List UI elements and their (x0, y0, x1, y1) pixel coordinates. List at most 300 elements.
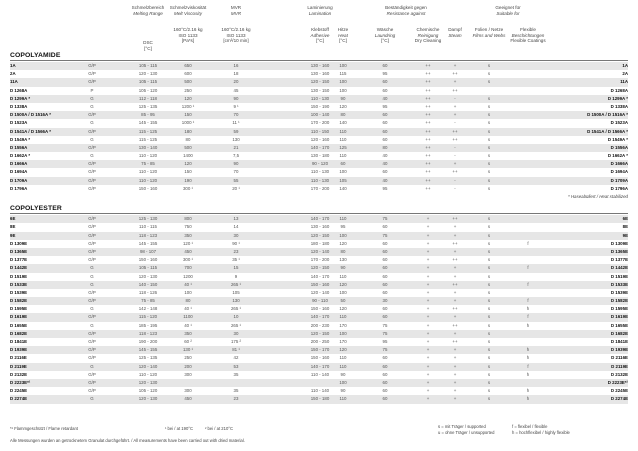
table-cell: 120 (339, 347, 347, 353)
table-cell: 120 - 160 (310, 136, 330, 142)
table-cell: 11 ¹ (232, 120, 240, 126)
table-cell: + (453, 103, 457, 109)
table-cell: G/P (88, 185, 96, 191)
product-name-right: D 1539E (610, 289, 628, 295)
table-cell: 150 - 190 (310, 103, 330, 109)
table-cell: 105 - 115 (138, 79, 158, 85)
product-name: D 1549A * (10, 136, 31, 142)
table-cell: s (487, 103, 491, 109)
table-cell: 180 (184, 128, 192, 134)
product-name: D 1655E (10, 322, 28, 328)
table-cell: s (487, 161, 491, 167)
table-row (10, 160, 628, 168)
table-cell: - (454, 95, 456, 101)
table-cell: 60 (382, 120, 388, 126)
product-name-right: D 1682E (610, 330, 628, 336)
table-cell: 110 (339, 314, 347, 320)
header-title-11: Geeignet für Suitable for (495, 5, 521, 16)
table-cell: 115 - 120 (138, 314, 158, 320)
table-row (10, 281, 628, 289)
product-name: D 2274E (10, 396, 28, 402)
table-cell: + (426, 339, 430, 344)
table-cell: + (426, 240, 430, 246)
product-name-right: D 1533E (610, 281, 628, 287)
table-cell: 60 (382, 248, 388, 254)
table-cell: s (487, 79, 491, 85)
table-cell: ++ (452, 306, 458, 312)
table-cell: ++ (425, 161, 431, 167)
table-cell: 450 (184, 248, 192, 254)
header-unit-9: Folien / Netze Films and Webs (472, 27, 506, 38)
table-row (10, 297, 628, 305)
table-cell: 200 - 230 (310, 322, 330, 328)
header-unit-6: Wäsche Laundring [°C] (374, 27, 396, 44)
product-name: 6E (10, 216, 16, 222)
table-cell: s (487, 273, 491, 279)
table-cell: 105 (339, 177, 347, 183)
table-cell: - (454, 144, 456, 150)
table-cell: 60 (382, 281, 388, 287)
table-cell: 110 - 120 (138, 371, 158, 377)
table-cell: 200 (184, 363, 192, 369)
table-cell: 170 - 200 (310, 120, 330, 126)
table-row (10, 395, 628, 403)
table-cell: s (487, 232, 491, 238)
table-cell: f (527, 298, 529, 304)
product-name: 1A (10, 63, 16, 68)
table-cell: 14 (233, 224, 239, 230)
header-unit-2: 160°C/2.16 kg ISO 1133 [cm³/10 min] (221, 27, 251, 44)
table-cell: 145 - 155 (138, 120, 158, 126)
table-cell: f (527, 281, 529, 287)
table-row (10, 136, 628, 144)
product-name-right: D 1655E (610, 322, 628, 328)
table-cell: 265 ¹ (230, 322, 242, 328)
table-cell: 150 - 160 (138, 185, 158, 191)
table-cell: s (487, 185, 491, 191)
product-name-right: D 1556A (610, 144, 628, 150)
flame-retardant-note: *¹ Flammgeschützt / Flame retardant (10, 426, 78, 431)
table-cell: 95 (382, 71, 388, 77)
table-row (10, 103, 628, 111)
table-cell: + (426, 273, 430, 279)
table-cell: 95 (382, 185, 388, 191)
table-cell: 125 (339, 144, 347, 150)
product-name-right: D 1595E (610, 306, 628, 312)
table-cell: 110 - 115 (139, 224, 157, 230)
table-cell: 105 (232, 289, 240, 295)
table-cell: 110 - 140 (310, 388, 330, 394)
table-cell: 60 (382, 87, 388, 93)
product-name: 2A (10, 71, 16, 77)
table-cell: + (453, 396, 457, 402)
table-cell: 130 (339, 257, 347, 263)
table-cell: G/P (88, 314, 96, 320)
table-cell: + (453, 224, 457, 230)
table-cell: 60 (382, 289, 388, 295)
product-name: D 1268A (10, 87, 28, 93)
table-cell: 265 ¹ (230, 306, 242, 312)
table-cell: 450 (184, 396, 192, 402)
table-cell: 130 - 180 (310, 153, 330, 159)
table-cell: 115 - 125 (138, 136, 158, 142)
table-cell: 55 (233, 177, 239, 183)
table-cell: 140 - 170 (310, 314, 330, 320)
table-cell: 60 (382, 112, 388, 118)
header-title-2: MVR MVR (230, 5, 242, 16)
table-cell: 110 - 120 (138, 153, 158, 159)
table-cell: 120 - 130 (138, 396, 158, 402)
table-cell: s (487, 128, 491, 134)
table-cell: 100 (339, 330, 347, 336)
product-name: D 1709A (10, 177, 28, 183)
product-name-right: D 1268A (610, 87, 628, 93)
table-cell: s (487, 224, 491, 230)
table-cell: 142 - 148 (138, 306, 158, 312)
table-cell: G/P (88, 257, 96, 263)
table-cell: + (426, 306, 430, 312)
table-cell: + (453, 161, 457, 167)
table-cell: 40 (382, 177, 388, 183)
table-cell: 140 - 170 (310, 273, 330, 279)
table-cell: 100 - 140 (310, 112, 330, 118)
table-cell: 35 (233, 388, 239, 394)
table-cell: 150 - 170 (310, 347, 330, 353)
table-cell: + (426, 355, 430, 361)
table-cell: G (90, 306, 94, 312)
table-cell: 100 (339, 289, 347, 295)
table-row (10, 248, 628, 256)
table-cell: 53 (233, 363, 239, 369)
table-cell: ++ (425, 144, 431, 150)
table-cell: 70 (233, 112, 239, 118)
table-row (10, 354, 628, 362)
product-name-right: D 1500A / D 1516A * (587, 112, 628, 118)
table-cell: f (527, 240, 529, 246)
product-name: D 1533E (10, 281, 28, 287)
table-row (10, 152, 628, 160)
table-cell: G/P (88, 71, 96, 77)
table-cell: 120 - 140 (310, 289, 330, 295)
table-cell: + (453, 112, 457, 118)
table-cell: s (487, 169, 491, 175)
table-cell: f (527, 265, 529, 271)
table-cell: 80 (382, 144, 388, 150)
table-cell: 105 - 120 (138, 388, 158, 394)
product-name-right: D 1796A (610, 185, 628, 191)
table-cell: 60 (382, 240, 388, 246)
table-row (10, 338, 628, 346)
table-cell: 85 - 95 (141, 112, 155, 118)
header-unit-8: Dampf Steam (448, 27, 462, 38)
table-cell: 185 - 195 (138, 322, 158, 328)
temp-note-190: ¹ bei / at 190°C (165, 426, 193, 431)
table-cell: + (426, 298, 430, 304)
table-cell: G/P (88, 355, 96, 361)
table-cell: ++ (452, 281, 458, 287)
table-cell: 265 ¹ (230, 281, 242, 287)
table-cell: ++ (425, 63, 431, 68)
table-cell: s (487, 120, 491, 126)
section-divider (10, 60, 628, 61)
product-name-right: 8E (622, 224, 628, 230)
product-name: D 2116E (10, 355, 27, 361)
table-cell: 59 (233, 128, 239, 134)
table-cell: G/P (88, 216, 96, 222)
table-cell: 110 - 120 (138, 177, 158, 183)
product-name: 9E (10, 232, 16, 238)
table-cell: s (487, 371, 491, 377)
table-cell: 700 (184, 265, 192, 271)
table-cell: s (487, 144, 491, 150)
table-cell: s (487, 265, 491, 271)
product-name-right: D 1709A (610, 177, 628, 183)
table-cell: 30 (382, 298, 388, 304)
table-cell: 180 - 180 (310, 240, 330, 246)
table-cell: + (453, 371, 457, 377)
table-cell: + (426, 224, 430, 230)
table-cell: G/P (88, 330, 96, 336)
table-row (10, 387, 628, 395)
table-cell: - (454, 185, 456, 191)
table-cell: 40 ¹ (184, 281, 192, 287)
product-name: D 2223E*¹ (10, 379, 31, 385)
table-row (10, 256, 628, 264)
table-cell: 60 (382, 128, 388, 134)
product-name-right: D 2116E (611, 355, 628, 361)
table-cell: 100 (339, 87, 347, 93)
table-cell: 110 (339, 216, 347, 222)
product-name-right: 2A (622, 71, 628, 77)
table-cell: 50 (340, 298, 346, 304)
table-cell: 120 - 150 (310, 79, 330, 85)
table-cell: 120 - 130 (138, 273, 158, 279)
table-cell: 18 (233, 71, 239, 77)
table-cell: + (426, 232, 430, 238)
product-name: D 2119E (10, 363, 27, 369)
table-cell: 35 ¹ (232, 257, 240, 263)
product-name: D 1539E (10, 289, 28, 295)
table-cell: 110 - 140 (310, 371, 330, 377)
table-cell: h (526, 388, 530, 394)
table-cell: 1200 (183, 273, 193, 279)
table-cell: ++ (425, 95, 431, 101)
table-cell: 75 (382, 330, 388, 336)
table-cell: 80 (185, 298, 191, 304)
table-cell: 110 (339, 128, 347, 134)
table-cell: ++ (452, 322, 458, 328)
table-cell: s (487, 240, 491, 246)
table-cell: 190 (184, 177, 192, 183)
product-name: D 1541A / D 1566A * (10, 128, 51, 134)
table-cell: 120 (184, 95, 192, 101)
product-name-right: D 2245E (610, 388, 628, 394)
table-cell: 300 (184, 371, 192, 377)
table-cell: s (487, 396, 491, 402)
table-cell: 60 (382, 371, 388, 377)
product-name-right: D 1662A * (607, 153, 628, 159)
table-cell: + (453, 363, 457, 369)
table-cell: 75 (382, 322, 388, 328)
product-name: D 1796A (10, 185, 28, 191)
table-cell: G/P (88, 161, 96, 167)
table-cell: + (453, 347, 457, 353)
table-cell: + (426, 314, 430, 320)
table-cell: + (426, 322, 430, 328)
table-row (10, 144, 628, 152)
table-cell: 145 - 155 (138, 240, 158, 246)
product-name: D 1619E (10, 314, 28, 320)
table-cell: 300 (184, 388, 192, 394)
table-cell: 120 - 150 (310, 265, 330, 271)
section-rows (10, 215, 628, 403)
table-cell: G (90, 120, 94, 126)
table-cell: ++ (425, 79, 431, 85)
product-name-right: D 2274E (610, 396, 628, 402)
table-cell: 130 - 160 (310, 71, 330, 77)
header-title-5: Beständigkeit gegen Resistance against (385, 5, 427, 16)
table-cell: 40 (382, 161, 388, 167)
table-cell: 130 - 150 (310, 87, 330, 93)
table-cell: 800 (184, 216, 192, 222)
product-name-right: D 1666A (610, 161, 628, 167)
table-cell: 60 (382, 224, 388, 230)
table-cell: s (487, 314, 491, 320)
table-cell: - (454, 120, 456, 126)
product-name: D 1682E (10, 330, 28, 336)
table-cell: s (487, 379, 491, 385)
product-name: D 1377E (10, 257, 28, 263)
product-name: D 1309E (10, 240, 28, 246)
table-cell: 250 (184, 87, 192, 93)
table-cell: 60 (382, 306, 388, 312)
table-cell: s (487, 355, 491, 361)
table-cell: 140 (339, 185, 347, 191)
table-cell: G/P (88, 248, 96, 254)
table-cell: 95 (340, 224, 346, 230)
table-cell: 125 - 135 (138, 103, 158, 109)
table-cell: 250 (184, 355, 192, 361)
table-cell: G/P (88, 144, 96, 150)
table-cell: 9 (234, 273, 238, 279)
table-cell: 110 (339, 396, 347, 402)
table-cell: s (487, 177, 491, 183)
table-cell: 140 - 170 (310, 363, 330, 369)
table-cell: 200 - 250 (310, 339, 330, 344)
table-cell: 90 ¹ (232, 240, 240, 246)
table-cell: 120 (184, 161, 192, 167)
table-cell: 100 (339, 379, 347, 385)
table-cell: 125 - 130 (138, 216, 158, 222)
section-rows (10, 62, 628, 193)
table-cell: 60 (382, 169, 388, 175)
table-cell: 75 (382, 216, 388, 222)
table-cell: + (453, 330, 457, 336)
product-name-right: D 1338A (610, 103, 628, 109)
table-cell: 75 (382, 232, 388, 238)
table-row (10, 62, 628, 70)
table-cell: s (487, 71, 491, 77)
table-cell: 81 ¹ (232, 347, 240, 353)
table-cell: 60 (382, 314, 388, 320)
table-cell: 90 (340, 388, 346, 394)
product-name-right: D 1377E (610, 257, 628, 263)
table-cell: + (426, 379, 430, 385)
table-cell: 1400 (183, 153, 193, 159)
table-cell: G/P (88, 379, 96, 385)
table-cell: s (487, 347, 491, 353)
table-cell: G (90, 396, 94, 402)
table-cell: s (487, 388, 491, 394)
table-cell: 140 - 170 (310, 144, 330, 150)
table-cell: - (454, 153, 456, 159)
table-cell: 150 (184, 112, 192, 118)
legend-supported: s = mit Träger / supported (438, 424, 486, 429)
table-cell: 60 (382, 79, 388, 85)
table-cell: 80 (340, 248, 346, 254)
table-cell: 118 - 123 (138, 330, 158, 336)
table-cell: + (453, 232, 457, 238)
disclaimer: Alle Messungen wurden an getrocknetem Granulat durchgeführt. / All measurements have been carried out with dried material. (10, 438, 245, 443)
table-cell: ++ (452, 128, 458, 134)
table-cell: 190 - 200 (138, 339, 158, 344)
table-cell: 115 (339, 71, 347, 77)
table-cell: 7,5 (232, 153, 240, 159)
table-cell: 75 - 85 (141, 298, 155, 304)
table-cell: ++ (425, 71, 431, 77)
product-name: 11A (10, 79, 18, 85)
table-cell: + (453, 298, 457, 304)
table-cell: 60 (340, 161, 346, 167)
table-cell: 120 - 140 (310, 248, 330, 254)
table-cell: 300 ¹ (182, 185, 194, 191)
product-name-right: D 2119E (611, 363, 628, 369)
table-cell: 750 (184, 224, 192, 230)
table-cell: 112 - 118 (139, 95, 157, 101)
table-cell: 100 (184, 289, 192, 295)
table-cell: 60 (382, 396, 388, 402)
product-name-right: D 1939E (610, 347, 628, 353)
table-cell: 90 (340, 95, 346, 101)
table-cell: + (426, 281, 430, 287)
product-name: 8E (10, 224, 16, 230)
product-name: D 1694A (10, 169, 28, 175)
table-row (10, 289, 628, 297)
table-cell: ++ (425, 136, 431, 142)
table-cell: + (453, 388, 457, 394)
product-name: D 2245E (10, 388, 28, 394)
table-cell: G/P (88, 63, 96, 68)
product-name-right: D 2223E*¹ (607, 379, 628, 385)
product-name: D 1662A * (10, 153, 31, 159)
header-unit-4: Hitze Heat [°C] (337, 27, 349, 44)
header-unit-10: Flexible Beschichtungen Flexible Coatings (510, 27, 546, 44)
table-cell: s (487, 281, 491, 287)
product-name-right: D 2132E (610, 371, 628, 377)
table-cell: s (487, 306, 491, 312)
product-name-right: D 1365E (610, 248, 628, 254)
table-cell: ++ (425, 169, 431, 175)
table-row (10, 379, 628, 387)
table-cell: s (487, 153, 491, 159)
product-name: D 1365E (10, 248, 28, 254)
table-cell: 170 (339, 339, 347, 344)
table-cell: s (487, 257, 491, 263)
table-cell: 110 - 150 (310, 128, 330, 134)
table-cell: 170 (339, 322, 347, 328)
table-cell: 80 (340, 112, 346, 118)
table-cell: 60 (382, 273, 388, 279)
